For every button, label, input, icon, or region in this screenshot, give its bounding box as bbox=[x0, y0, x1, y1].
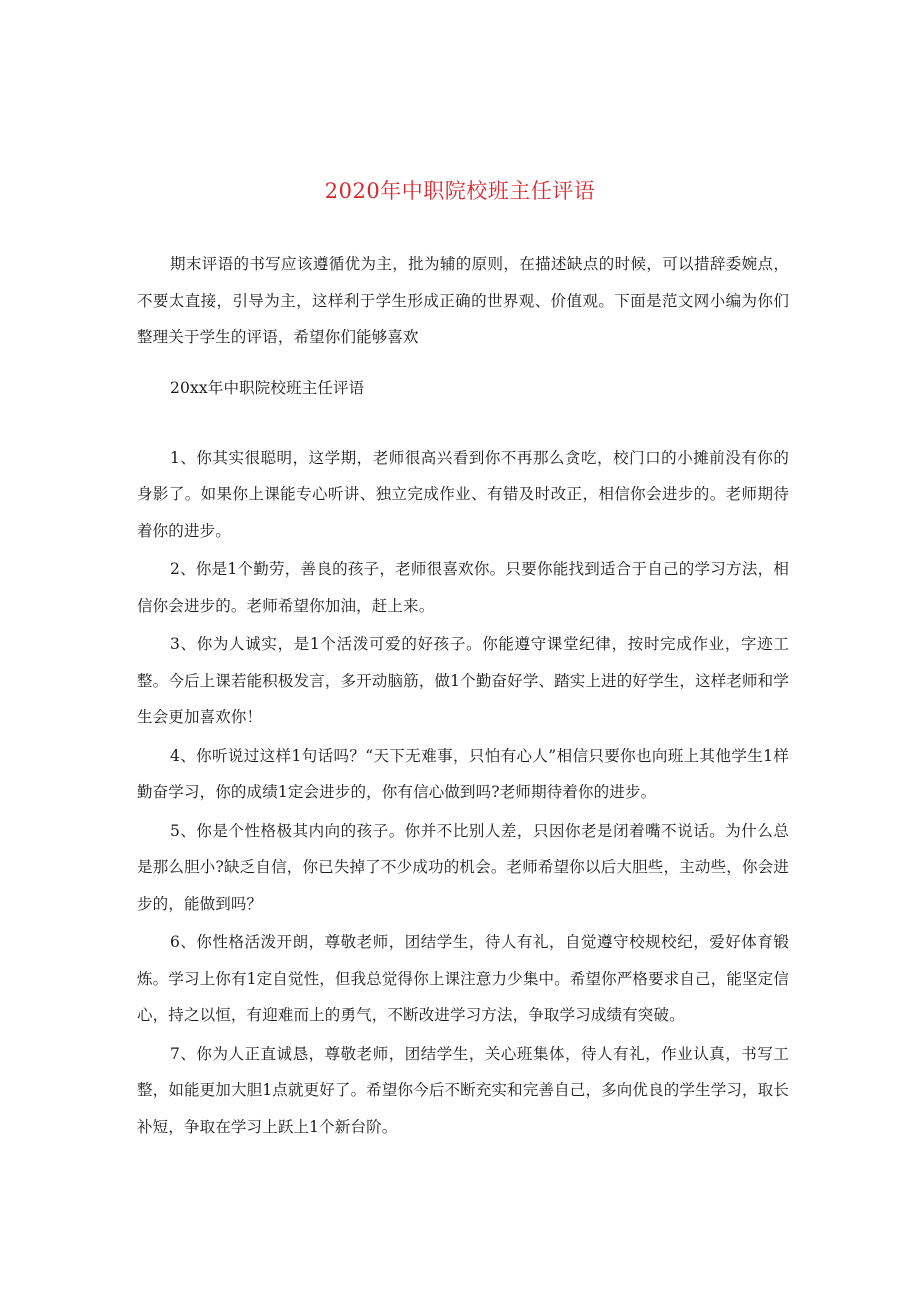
comment-item-2: 2、你是1个勤劳，善良的孩子，老师很喜欢你。只要你能找到适合于自己的学习方法，相信你会进步的。老师希望你加油，赶上来。 bbox=[137, 560, 789, 615]
comment-item-5: 5、你是个性格极其内向的孩子。你并不比别人差，只因你老是闭着嘴不说话。为什么总是那么胆小?缺乏自信，你已失掉了不少成功的机会。老师希望你以后大胆些，主动些，你会进步的，能做到吗？ bbox=[137, 821, 789, 913]
comment-item-1: 1、你其实很聪明，这学期，老师很高兴看到你不再那么贪吃，校门口的小摊前没有你的身影了。如果你上课能专心听讲、独立完成作业、有错及时改正，相信你会进步的。老师期待着你的进步。 bbox=[137, 448, 789, 540]
comment-item-7: 7、你为人正直诚恳，尊敬老师，团结学生，关心班集体，待人有礼，作业认真，书写工整，如能更加大胆1点就更好了。希望你今后不断充实和完善自己，多向优良的学生学习，取长补短，争取在学习上跃上1个新台阶。 bbox=[137, 1044, 789, 1136]
document-body bbox=[137, 246, 789, 1147]
comment-item-3: 3、你为人诚实，是1个活泼可爱的好孩子。你能遵守课堂纪律，按时完成作业，字迹工整。今后上课若能积极发言，多开动脑筋，做1个勤奋好学、踏实上进的好学生，这样老师和学生会更加喜欢你！ bbox=[137, 635, 789, 726]
section-subtitle: 20xx年中职院校班主任评语 bbox=[170, 378, 365, 397]
comment-item-6: 6、你性格活泼开朗，尊敬老师，团结学生，待人有礼，自觉遵守校规校纪，爱好体育锻炼。学习上你有1定自觉性，但我总觉得你上课注意力少集中。希望你严格要求自己，能坚定信心，持之以恒，有迎难而上的勇气，不断改进学习方法，争取学习成绩有突破。 bbox=[137, 933, 789, 1024]
comment-list bbox=[137, 440, 789, 1146]
comment-item-4: 4、你听说过这样1句话吗？“天下无难事，只怕有心人”相信只要你也向班上其他学生1样勤奋学习，你的成绩1定会进步的，你有信心做到吗?老师期待着你的进步。 bbox=[137, 746, 789, 801]
intro-paragraph: 期末评语的书写应该遵循优为主，批为辅的原则，在描述缺点的时候，可以措辞委婉点，不要太直接，引导为主，这样利于学生形成正确的世界观、价值观。下面是范文网小编为你们整理关于学生的评语，希望你们能够喜欢 bbox=[137, 255, 789, 346]
document-title: 2020年中职院校班主任评语 bbox=[324, 179, 596, 203]
